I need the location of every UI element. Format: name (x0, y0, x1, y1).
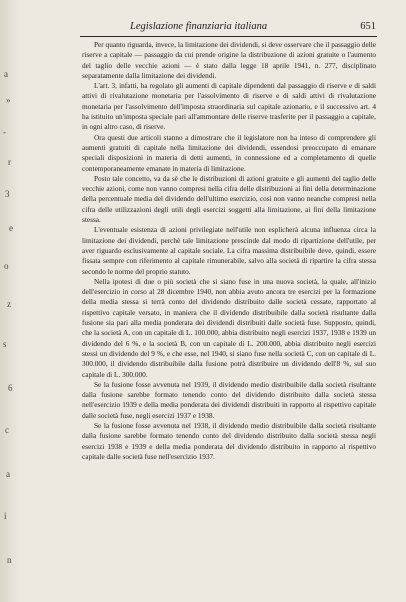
paragraph: Nella ipotesi di due o più società che si siano fuse in una nuova società, la quale, all'inizio dell'esercizio in corso al 28 dicembre 1940, non abbia avuto ancora tre esercizi per la formazione della media stessa si terrà conto del dividendo distribuito dalle società cessate, rapportato al rispettivo capitale versato, in maniera che il dividendo distribuibile dalla società risultante dalla fusione sia pari alla media ponderata dei dividendi distribuiti dalle società fuse. Supposto, quindi, che la società A, con un capitale di L. 100.000, abbia distribuito negli esercizi 1937, 1938 e 1939 un dividendo del 6 %, e la società B, con un capitale di L. 200.000, abbia distribuito negli esercizi stessi un dividendo del 9 %, e che esse, nel 1940, si siano fuse nella società C, con un capitale di L. 300.000, il dividendo distribuibile dalla fusione potrà distribuire un dividendo dell'8 %, sul suo capitale di L. 300.000. (82, 276, 376, 379)
margin-fragment: o (4, 261, 9, 271)
paragraph: Ora questi due articoli stanno a dimostrare che il legislatore non ha inteso di comprendere gli aumenti gratuiti di capitale nella limitazione dei dividendi, essendosi preoccupato di emanare speciali disposizioni in materia di detti aumenti, in connessione ed a completamento di quelle contemporaneamente emanate in materia di limitazione. (82, 132, 376, 173)
margin-fragment: r (8, 157, 11, 167)
margin-fragment: z (7, 299, 11, 309)
body-text (82, 40, 376, 462)
header-rule (80, 36, 377, 37)
margin-fragment: i (4, 511, 7, 521)
margin-fragment: 6 (8, 383, 13, 393)
paragraph: L'eventuale esistenza di azioni privilegiate nell'utile non esplicherà alcuna influenza circa la limitazione dei dividendi, perchè tale limitazione prescinde dal modo di ripartizione dell'utile, per aver riguardo esclusivamente al capitale sociale. La cifra massima distribuibile deve, quindi, essere fissata sempre con riferimento al capitale rimunerabile, salvo alla società di ripartire la cifra stessa secondo le norme del proprio statuto. (82, 225, 376, 276)
margin-fragment: s (3, 339, 7, 349)
paragraph: Se la fusione fosse avvenuta nel 1939, il dividendo medio distribuibile dalla società risultante dalla fusione sarebbe formato tenendo conto del dividendo distribuito dalla società stessa nell'esercizio 1939 e della media ponderata dei dividendi distribuiti in rapporto al rispettivo capitale dalle società fuse, negli esercizi 1937 e 1938. (82, 379, 376, 420)
margin-fragment: n (7, 555, 12, 565)
margin-fragment: c (5, 425, 9, 435)
margin-fragment: e (9, 223, 13, 233)
paragraph: Se la fusione fosse avvenuta nel 1938, il dividendo medio distribuibile dalla società risultante dalla fusione sarebbe formato tenendo conto del dividendo distribuito dalla società stessa negli esercizi 1938 e 1939 e della media ponderata del dividendo distribuito in rapporto al rispettivo capitale dalle società fuse nell'esercizio 1937. (82, 420, 376, 461)
running-title: Legislazione finanziaria italiana (130, 21, 268, 32)
margin-fragment: a (6, 469, 10, 479)
left-margin-strip (0, 0, 20, 602)
margin-fragment: a (4, 69, 8, 79)
paragraph: L'art. 3, infatti, ha regolato gli aumenti di capitale dipendenti dal passaggio di riserve e di saldi attivi di rivalutazione monetaria per l'assolvimento di riserve e di saldi attivi di rivalutazione monetaria per l'assolvimento dell'imposta straordinaria sul capitale azionario, e il successivo art. 4 ha istituito un'imposta speciale pari all'ammontare delle riserve trasferite per il passaggio a capitale, in ogni altro caso, di riserve. (82, 81, 376, 132)
margin-fragment: 3 (5, 189, 10, 199)
margin-fragment: » (6, 95, 11, 105)
page-number: 651 (360, 21, 376, 32)
paragraph: Posto tale concetto, va da sè che le distribuzioni di azioni gratuite e gli aumenti del taglio delle vecchie azioni, come non vanno compresi nella cifra delle distribuzioni ai fini della determinazione della percentuale media del dividendo dell'ultimo esercizio, così non vanno neanche compresi nella cifra delle utilizzazioni degli utili degli esercizi soggetti alla limitazione, ai fini della limitazione stessa. (82, 173, 376, 225)
paragraph: Per quanto riguarda, invece, la limitazione dei dividendi, si deve osservare che il passaggio delle riserve a capitale — passaggio da cui prende origine la distribuzione di azioni gratuite o l'aumento del taglio delle vecchie azioni — è stato dalla legge 18 aprile 1941, n. 277, disciplinato separatamente dalla limitazione dei dividendi. (82, 40, 376, 80)
running-head (80, 20, 376, 34)
margin-fragment: - (3, 127, 6, 137)
